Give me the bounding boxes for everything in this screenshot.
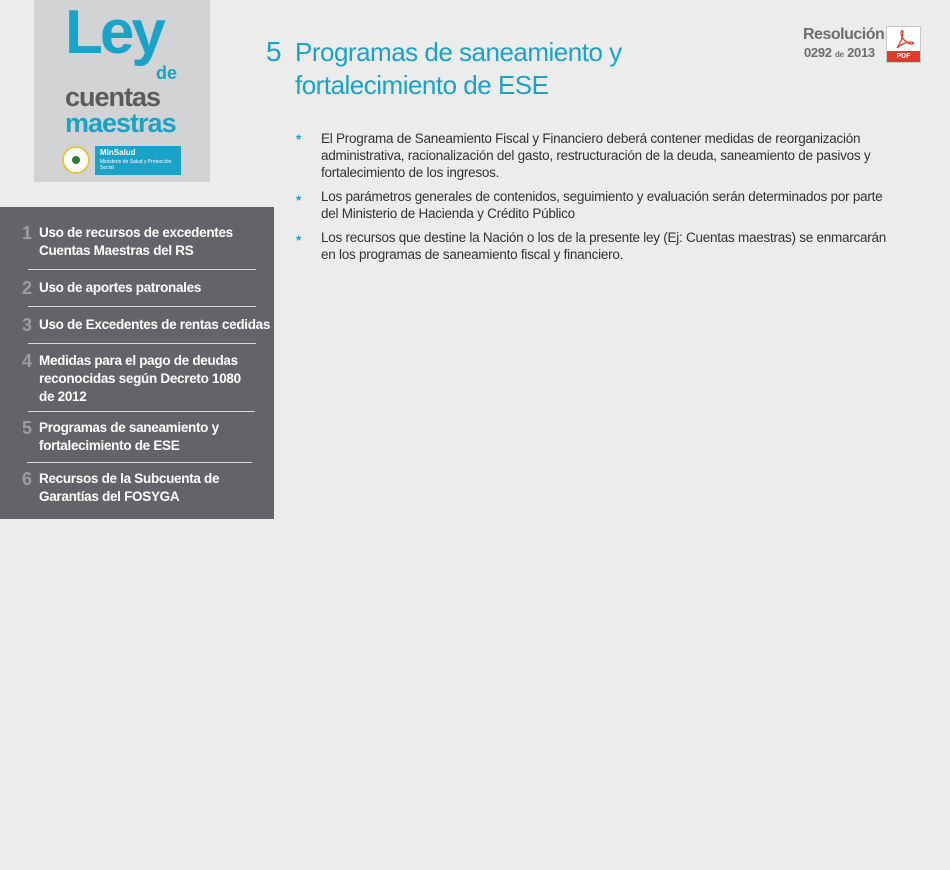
bullet-icon: * (296, 132, 302, 147)
section-number: 5 (266, 36, 282, 67)
logo-maestras-text: maestras (65, 108, 176, 138)
sidebar-divider (28, 269, 256, 270)
sidebar-item-number: 3 (22, 315, 33, 335)
sidebar-item-label: Medidas para el pago de deudas reconocidas según Decreto 1080 de 2012 (39, 353, 241, 404)
bullet-text: El Programa de Saneamiento Fiscal y Financiero deberá contener medidas de reorganización administrativa, racionalización del gasto, restructuración de la deuda, saneamiento de pasivos y fortalecimiento de los ingresos. (321, 131, 871, 180)
sidebar-menu (0, 207, 274, 519)
sidebar-item-number: 6 (22, 469, 33, 489)
bullet-icon: * (296, 233, 302, 248)
logo-ley-text: Ley (65, 0, 163, 67)
sidebar-divider (28, 343, 256, 344)
sidebar-item-number: 5 (22, 418, 33, 438)
minsalud-badge (95, 146, 181, 175)
sidebar-item-label: Uso de aportes patronales (39, 280, 202, 295)
sidebar-divider (28, 306, 256, 307)
logo-de-text: de (156, 63, 178, 83)
resolution-year: 2013 (847, 45, 875, 60)
colombia-seal-icon (62, 146, 90, 174)
resolution-de: de (835, 50, 844, 59)
pdf-icon (893, 29, 915, 51)
sidebar-item-number: 4 (22, 351, 33, 371)
bullet-text: Los recursos que destine la Nación o los de la presente ley (Ej: Cuentas maestras) se enmarcarán en los programas de saneamiento fiscal y financiero. (321, 230, 887, 262)
resolution-label: Resolución (803, 26, 885, 43)
logo-cuentas-text: cuentas (65, 82, 161, 112)
sidebar-item-number: 1 (22, 223, 33, 243)
sidebar-item-label: Uso de recursos de excedentes Cuentas Maestras del RS (39, 225, 233, 258)
bullet-icon: * (296, 193, 302, 208)
sidebar-item-label: Uso de Excedentes de rentas cedidas (39, 317, 271, 332)
sidebar-item-label: Programas de saneamiento y fortalecimiento de ESE (39, 420, 219, 453)
pdf-label: PDF (887, 51, 920, 62)
ministry-text: Ministerio de Salud y Protección Social (100, 159, 172, 171)
page-title: Programas de saneamiento y fortalecimiento de ESE (295, 37, 622, 100)
sidebar-divider (28, 411, 255, 412)
minsalud-text: MinSalud (100, 148, 136, 157)
resolution-number-value: 0292 (804, 45, 832, 60)
logo-ley-cuentas-maestras (34, 0, 210, 182)
pdf-download-button[interactable] (886, 26, 921, 63)
sidebar-item-label: Recursos de la Subcuenta de Garantías del FOSYGA (39, 471, 220, 504)
bullet-text: Los parámetros generales de contenidos, seguimiento y evaluación serán determinados por parte del Ministerio de Hacienda y Crédito Público (321, 189, 883, 221)
sidebar-item-number: 2 (22, 278, 33, 298)
resolution-number (804, 44, 875, 63)
sidebar-divider (27, 462, 252, 463)
